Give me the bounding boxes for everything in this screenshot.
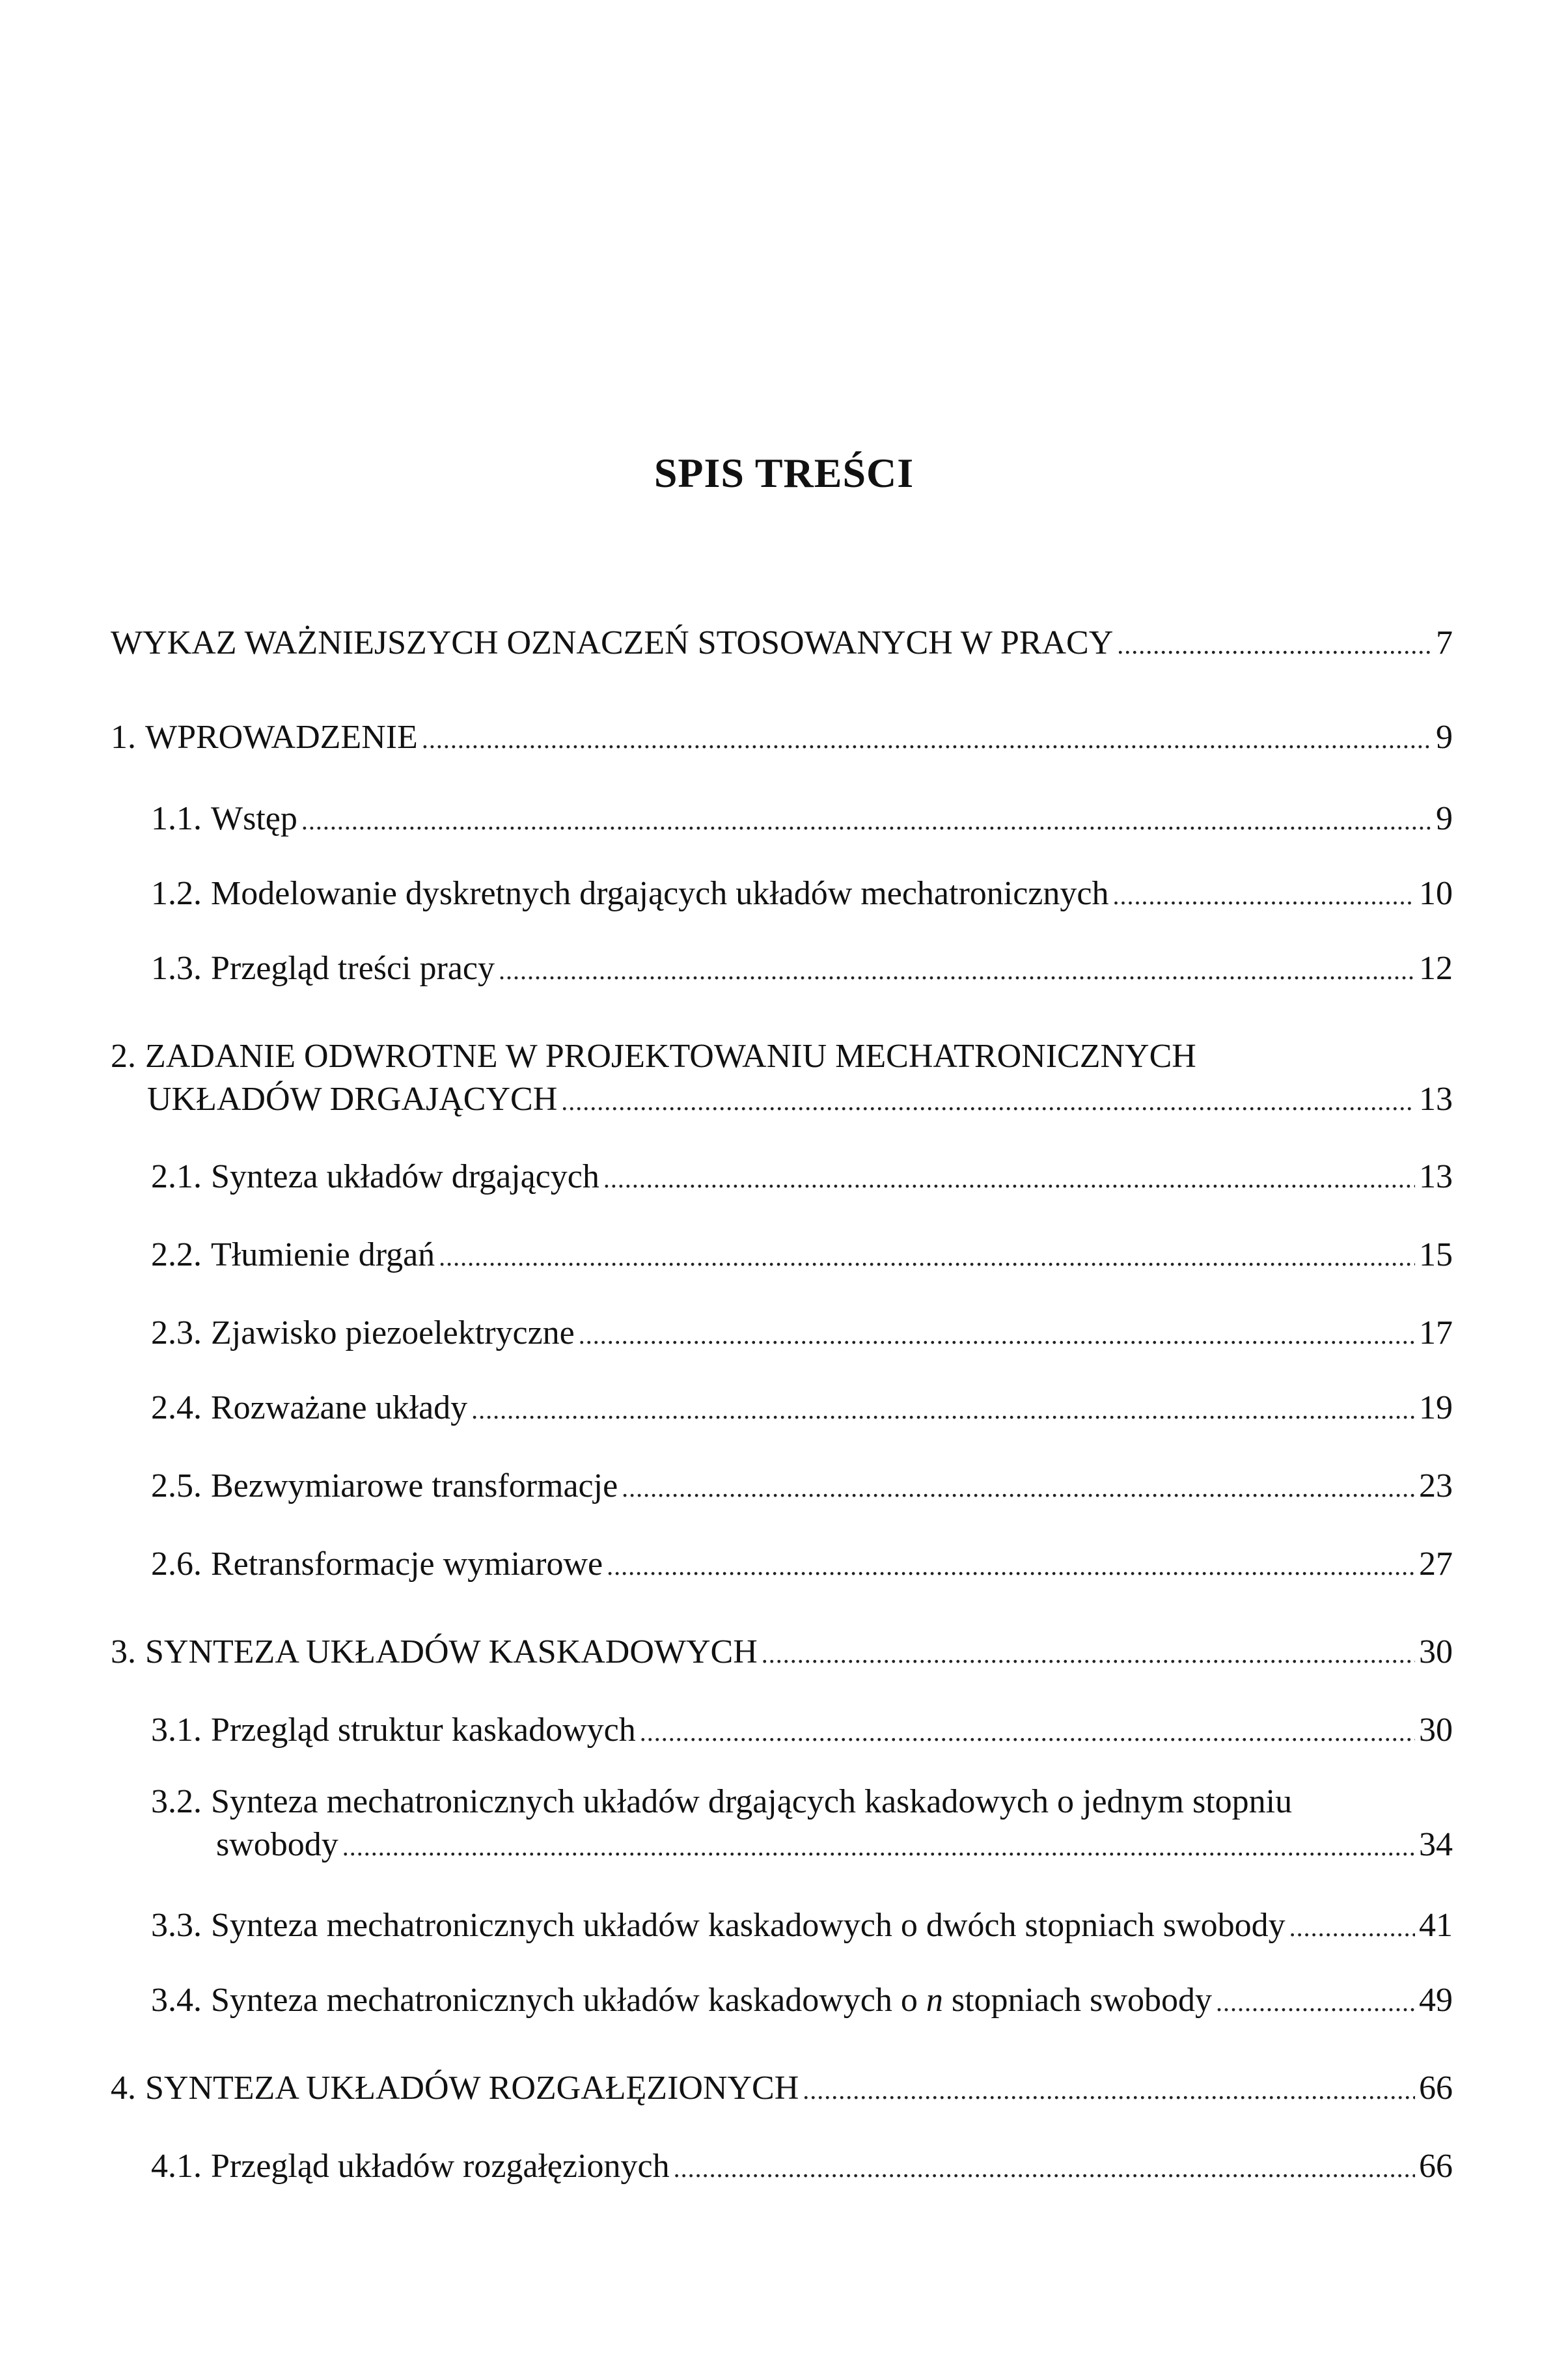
toc-entry-text-before: Synteza mechatronicznych układów kaskadowych o [211, 1982, 926, 2019]
toc-entry-2-5[interactable] [151, 1465, 1453, 1510]
toc-entry-number: 2.4. [151, 1389, 202, 1426]
toc-entry-3-2[interactable] [151, 1780, 1453, 1868]
toc-entry-page: 17 [1419, 1314, 1453, 1351]
toc-entry-3-3[interactable] [151, 1904, 1453, 1949]
toc-entry-page: 10 [1419, 875, 1453, 912]
toc-entry-text: Wstęp [211, 800, 297, 837]
toc-entry-page: 66 [1419, 2148, 1453, 2185]
leader-dots [439, 1236, 1415, 1279]
toc-entry-text: Synteza mechatronicznych układów kaskadowych o dwóch stopniach swobody [211, 1907, 1286, 1944]
leader-dots [803, 2069, 1415, 2112]
leader-dots [342, 1825, 1415, 1868]
toc-entry-number: 2.3. [151, 1314, 202, 1351]
toc-entry-1-3[interactable] [151, 947, 1453, 992]
toc-entry-2-6[interactable] [151, 1543, 1453, 1588]
toc-entry-number: 3.2. [151, 1783, 202, 1820]
toc-entry-page: 34 [1419, 1826, 1453, 1863]
toc-entry-page: 27 [1419, 1545, 1453, 1583]
toc-entry-number: 2.6. [151, 1545, 202, 1583]
toc-entry-2-4[interactable] [151, 1387, 1453, 1432]
toc-entry-text: Przegląd układów rozgałęzionych [211, 2148, 670, 2185]
toc-entry-chapter-2[interactable] [111, 1035, 1453, 1123]
toc-entry-page: 49 [1419, 1982, 1453, 2019]
leader-dots [674, 2147, 1415, 2190]
page-title: SPIS TREŚCI [653, 450, 915, 496]
toc-entry-text: Synteza układów drgających [211, 1158, 599, 1195]
toc-entry-number: 4.1. [151, 2148, 202, 2185]
toc-entry-page: 15 [1419, 1236, 1453, 1273]
leader-dots [1289, 1906, 1415, 1949]
toc-entry-2-1[interactable] [151, 1156, 1453, 1200]
leader-dots [561, 1080, 1415, 1123]
toc-entry-number: 2.2. [151, 1236, 202, 1273]
toc-entry-text: Modelowanie dyskretnych drgających układów mechatronicznych [211, 875, 1109, 912]
toc-entry-page: 66 [1419, 2070, 1453, 2107]
toc-entry-page: 19 [1419, 1389, 1453, 1426]
toc-entry-text: Bezwymiarowe transformacje [211, 1467, 618, 1504]
toc-entry-number: 3.3. [151, 1907, 202, 1944]
toc-entry-number: 1. [111, 719, 136, 756]
toc-entry-page: 30 [1419, 1633, 1453, 1670]
toc-entry-text: Tłumienie drgań [211, 1236, 435, 1273]
toc-entry-chapter-1[interactable] [111, 716, 1453, 761]
toc-entry-text: Rozważane układy [211, 1389, 468, 1426]
toc-entry-3-4[interactable] [151, 1979, 1453, 2024]
toc-entry-chapter-4[interactable] [111, 2067, 1453, 2112]
leader-dots [1112, 874, 1415, 917]
toc-entry-page: 9 [1436, 800, 1453, 837]
toc-entry-number: 1.3. [151, 950, 202, 987]
toc-entry-1-1[interactable] [151, 797, 1453, 842]
toc-entry-number: 1.1. [151, 800, 202, 837]
leader-dots [603, 1157, 1415, 1200]
toc-entry-number: 3.4. [151, 1982, 202, 2019]
toc-entry-page: 13 [1419, 1081, 1453, 1118]
leader-dots [640, 1711, 1415, 1754]
toc-entry-text: SYNTEZA UKŁADÓW KASKADOWYCH [145, 1633, 758, 1670]
leader-dots [1117, 624, 1432, 667]
toc-entry-number: 2.5. [151, 1467, 202, 1504]
toc-entry-number: 4. [111, 2070, 136, 2107]
toc-entry-number: 2. [111, 1038, 136, 1075]
toc-entry-text-line1: ZADANIE ODWROTNE W PROJEKTOWANIU MECHATRONICZNYCH [145, 1038, 1196, 1075]
leader-dots [762, 1633, 1415, 1676]
toc-entry-text: Zjawisko piezoelektryczne [211, 1314, 575, 1351]
toc-entry-page: 30 [1419, 1711, 1453, 1749]
toc-entry-page: 12 [1419, 950, 1453, 987]
toc-entry-text-line1: Synteza mechatronicznych układów drgających kaskadowych o jednym stopniu [211, 1783, 1293, 1820]
toc-entry-text: WPROWADZENIE [145, 719, 418, 756]
toc-entry-number: 3.1. [151, 1711, 202, 1749]
toc-entry-text: WYKAZ WAŻNIEJSZYCH OZNACZEŃ STOSOWANYCH W PRACY [111, 624, 1114, 661]
toc-entry-text-line2: swobody [216, 1826, 338, 1863]
leader-dots [607, 1545, 1415, 1588]
toc-entry-text-after: stopniach swobody [942, 1982, 1212, 2019]
leader-dots [579, 1314, 1415, 1357]
toc-entry-1-2[interactable] [151, 872, 1453, 917]
leader-dots [422, 718, 1432, 761]
leader-dots [1216, 1981, 1415, 2024]
toc-entry-page: 9 [1436, 719, 1453, 756]
toc-entry-page: 13 [1419, 1158, 1453, 1195]
toc-entry-number: 2.1. [151, 1158, 202, 1195]
toc-entry-3-1[interactable] [151, 1709, 1453, 1754]
toc-entry-text: SYNTEZA UKŁADÓW ROZGAŁĘZIONYCH [145, 2070, 799, 2107]
toc-entry-text: Przegląd struktur kaskadowych [211, 1711, 636, 1749]
leader-dots [622, 1467, 1415, 1510]
toc-entry-wykaz[interactable] [111, 622, 1453, 667]
toc-entry-number: 1.2. [151, 875, 202, 912]
toc-entry-text-italic: n [926, 1982, 943, 2019]
leader-dots [499, 949, 1415, 992]
toc-entry-text: Retransformacje wymiarowe [211, 1545, 603, 1583]
toc-entry-text-line2: UKŁADÓW DRGAJĄCYCH [147, 1081, 558, 1118]
toc-entry-4-1[interactable] [151, 2145, 1453, 2190]
leader-dots [301, 799, 1432, 842]
toc-entry-page: 41 [1419, 1907, 1453, 1944]
toc-entry-2-2[interactable] [151, 1234, 1453, 1279]
toc-entry-page: 7 [1436, 624, 1453, 661]
toc-entry-text: Przegląd treści pracy [211, 950, 495, 987]
toc-entry-2-3[interactable] [151, 1312, 1453, 1357]
leader-dots [471, 1389, 1415, 1432]
toc-entry-number: 3. [111, 1633, 136, 1670]
toc-entry-chapter-3[interactable] [111, 1631, 1453, 1676]
toc-entry-page: 23 [1419, 1467, 1453, 1504]
